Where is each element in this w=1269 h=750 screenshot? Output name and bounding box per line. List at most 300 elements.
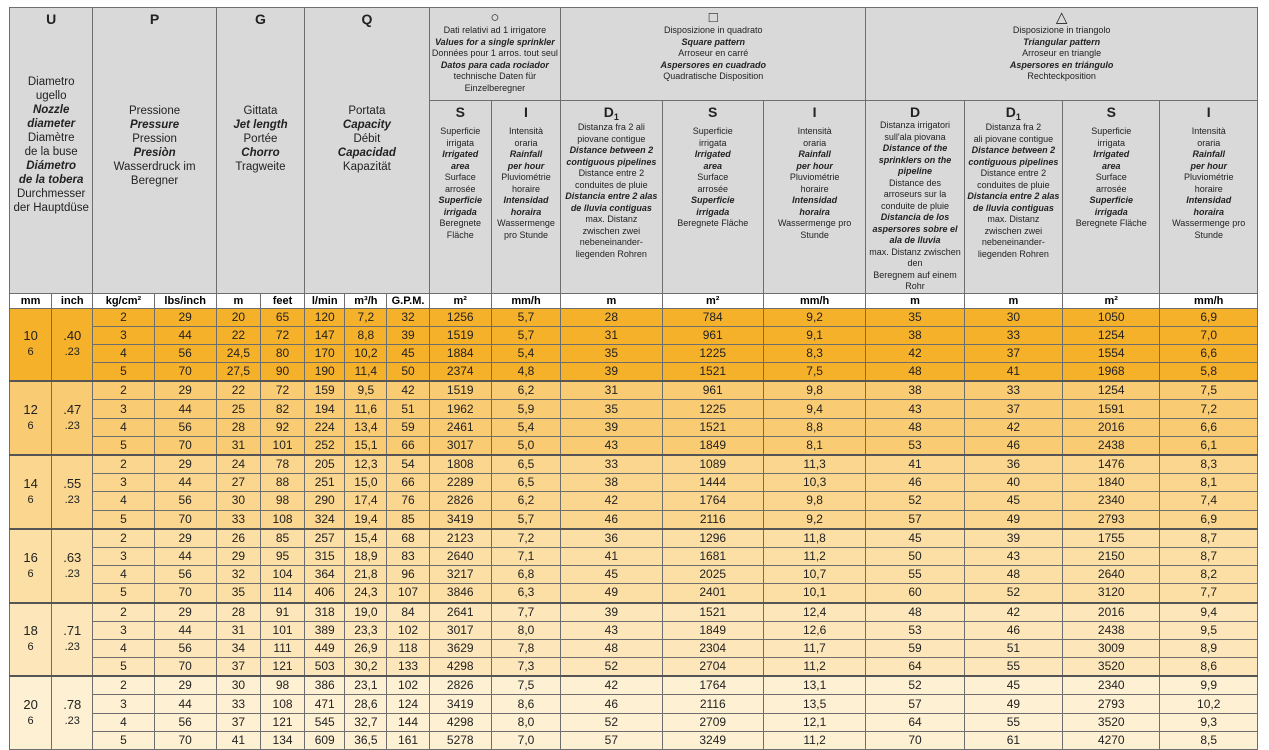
- table-cell: 4270: [1063, 731, 1160, 749]
- header-D1-square: $D_1$ Distanza fra 2 ali piovane contigue Distance between 2 contiguous pipelines Distance entre 2 conduites de pluie Distancia entre 2 alas de lluvia contiguas max. Distanz zwischen zwei nebeneinander- liegenden Rohren: [561, 101, 662, 294]
- table-cell: 66: [387, 474, 429, 492]
- table-cell: 12,1: [763, 713, 865, 731]
- table-cell: 1764: [662, 492, 763, 510]
- nozzle-inch-main: .40: [63, 328, 82, 344]
- table-cell: 12,6: [763, 621, 865, 639]
- table-cell: 8,9: [1160, 639, 1258, 657]
- table-cell: 2704: [662, 658, 763, 677]
- table-cell: 609: [305, 731, 345, 749]
- table-cell: 70: [154, 584, 216, 603]
- header-I2-line: horaira: [799, 206, 830, 217]
- table-cell: 59: [866, 639, 964, 657]
- table-cell: 7,3: [491, 658, 560, 677]
- table-cell: 10,1: [763, 584, 865, 603]
- table-cell: 48: [866, 418, 964, 436]
- table-cell: 44: [154, 400, 216, 418]
- table-cell: 5: [93, 584, 154, 603]
- table-cell: 52: [964, 584, 1062, 603]
- table-cell: 2116: [662, 695, 763, 713]
- table-cell: 13,1: [763, 676, 865, 695]
- header-D-line: max. Distanz zwischen den: [869, 246, 961, 268]
- table-cell: 1089: [662, 455, 763, 474]
- unit-cell: lbs/inch: [154, 293, 216, 308]
- header-S-single: S Superficie irrigata Irrigated area Surface arrosée Superficie irrigada Beregnete Fläche: [429, 101, 491, 294]
- unit-cell: G.P.M.: [387, 293, 429, 308]
- table-cell: 6,5: [491, 455, 560, 474]
- header-P-line: Beregner: [130, 175, 179, 187]
- table-cell: 50: [387, 363, 429, 382]
- table-cell: 9,2: [763, 510, 865, 529]
- table-cell: 84: [387, 603, 429, 622]
- table-cell: 45: [964, 492, 1062, 510]
- table-cell: 2340: [1063, 676, 1160, 695]
- table-cell: 101: [260, 436, 304, 455]
- table-cell: 2: [93, 676, 154, 695]
- header-triangular-pattern: [866, 8, 1258, 101]
- header-single-line: technische Daten für: [453, 71, 537, 81]
- table-cell: 2: [93, 308, 154, 326]
- header-D-line: sull'ala piovana: [884, 131, 946, 142]
- table-cell: 11,4: [345, 363, 387, 382]
- header-D1t-line: zwischen zwei: [984, 225, 1043, 236]
- table-cell: 44: [154, 326, 216, 344]
- header-square-line: Square pattern: [681, 36, 745, 47]
- nozzle-mm-secondary: 6: [27, 641, 34, 654]
- table-cell: 2793: [1063, 695, 1160, 713]
- nozzle-inch-secondary: .23: [64, 715, 80, 728]
- table-cell: 70: [866, 731, 964, 749]
- table-cell: 5: [93, 436, 154, 455]
- header-I3-line: oraria: [1197, 137, 1221, 148]
- header-triangle-line: Triangular pattern: [1023, 36, 1101, 47]
- table-cell: 6,1: [1160, 436, 1258, 455]
- header-I-text: [492, 126, 560, 241]
- table-cell: 49: [561, 584, 662, 603]
- table-cell: 4: [93, 639, 154, 657]
- table-cell: 36: [964, 455, 1062, 474]
- table-cell: 8,3: [1160, 455, 1258, 474]
- nozzle-inch-secondary: .23: [64, 420, 80, 433]
- table-cell: 4: [93, 566, 154, 584]
- table-cell: 38: [866, 326, 964, 344]
- table-cell: 46: [561, 510, 662, 529]
- table-cell: 70: [154, 658, 216, 677]
- table-row: [10, 418, 1258, 436]
- table-cell: 101: [260, 621, 304, 639]
- table-cell: 2: [93, 603, 154, 622]
- table-cell: 53: [866, 436, 964, 455]
- table-row: [10, 547, 1258, 565]
- table-cell: 961: [662, 326, 763, 344]
- table-cell: 315: [305, 547, 345, 565]
- table-cell: 64: [866, 713, 964, 731]
- table-cell: 8,7: [1160, 529, 1258, 548]
- table-cell: 1296: [662, 529, 763, 548]
- table-cell: 35: [866, 308, 964, 326]
- nozzle-inch-main: .55: [63, 475, 82, 491]
- table-cell: 57: [866, 510, 964, 529]
- table-cell: 324: [305, 510, 345, 529]
- table-cell: 1962: [429, 400, 491, 418]
- unit-cell: mm/h: [763, 293, 865, 308]
- table-cell: 104: [260, 566, 304, 584]
- table-row: [10, 621, 1258, 639]
- header-S3-line: Beregnete Fläche: [1075, 218, 1147, 228]
- table-cell: 1808: [429, 455, 491, 474]
- table-cell: 7,2: [491, 529, 560, 548]
- table-cell: 3419: [429, 695, 491, 713]
- table-cell: 30,2: [345, 658, 387, 677]
- table-cell: 38: [866, 381, 964, 400]
- table-cell: 23,3: [345, 621, 387, 639]
- header-S2-line: Irrigated: [694, 149, 731, 159]
- header-D1-line: liegenden Rohren: [575, 248, 647, 259]
- nozzle-mm-cell: [10, 381, 52, 455]
- table-cell: 6,5: [491, 474, 560, 492]
- table-cell: 65: [260, 308, 304, 326]
- table-cell: 2640: [1063, 566, 1160, 584]
- table-cell: 35: [561, 400, 662, 418]
- table-cell: 2: [93, 455, 154, 474]
- table-cell: 44: [154, 621, 216, 639]
- unit-cell: m²: [662, 293, 763, 308]
- header-triangle-text: [866, 25, 1257, 83]
- square-icon: □: [708, 9, 718, 26]
- table-cell: 25: [216, 400, 260, 418]
- header-I3-line: horaira: [1193, 206, 1224, 217]
- table-cell: 1884: [429, 344, 491, 362]
- table-cell: 9,5: [1160, 621, 1258, 639]
- table-cell: 11,8: [763, 529, 865, 548]
- table-cell: 5: [93, 510, 154, 529]
- table-cell: 3629: [429, 639, 491, 657]
- table-cell: 144: [387, 713, 429, 731]
- header-I-line: Pluviométrie: [501, 172, 551, 182]
- nozzle-mm-cell: [10, 308, 52, 381]
- header-U-line: diameter: [27, 118, 76, 130]
- table-cell: 85: [387, 510, 429, 529]
- table-row: [10, 713, 1258, 731]
- header-single-line: Values for a single sprinkler: [435, 36, 555, 47]
- table-row: [10, 658, 1258, 677]
- header-I2-line: horaire: [800, 183, 829, 194]
- table-cell: 32: [387, 308, 429, 326]
- unit-cell: mm/h: [1160, 293, 1258, 308]
- table-cell: 31: [561, 326, 662, 344]
- header-S2-line: Superficie: [692, 126, 733, 136]
- header-S-line: irrigada: [443, 206, 477, 217]
- sprinkler-performance-table: [9, 7, 1258, 750]
- header-I3-line: horaire: [1194, 183, 1223, 194]
- table-cell: 449: [305, 639, 345, 657]
- table-cell: 33: [216, 695, 260, 713]
- table-cell: 83: [387, 547, 429, 565]
- table-cell: 70: [154, 510, 216, 529]
- header-I-line: Rainfall: [509, 149, 543, 159]
- table-cell: 5,8: [1160, 363, 1258, 382]
- nozzle-mm-main: 20: [23, 697, 38, 713]
- header-U-line: Nozzle: [32, 104, 70, 116]
- table-cell: 72: [260, 381, 304, 400]
- table-cell: 3217: [429, 566, 491, 584]
- table-cell: 52: [866, 676, 964, 695]
- triangle-icon: △: [1055, 9, 1068, 26]
- table-row: [10, 695, 1258, 713]
- table-cell: 43: [964, 547, 1062, 565]
- table-cell: 8,5: [1160, 731, 1258, 749]
- table-cell: 29: [154, 308, 216, 326]
- header-S-line: arrosée: [444, 183, 476, 194]
- table-cell: 13,4: [345, 418, 387, 436]
- header-D-line: Distance des: [888, 177, 942, 188]
- units-row: [10, 293, 1258, 308]
- table-cell: 44: [154, 547, 216, 565]
- table-cell: 29: [154, 381, 216, 400]
- header-I-line: horaira: [510, 206, 542, 217]
- table-cell: 28: [561, 308, 662, 326]
- table-cell: 7,5: [1160, 381, 1258, 400]
- nozzle-mm-main: 14: [23, 475, 38, 491]
- table-cell: 22: [216, 326, 260, 344]
- table-cell: 3520: [1063, 713, 1160, 731]
- unit-cell: mm/h: [491, 293, 560, 308]
- table-cell: 29: [216, 547, 260, 565]
- nozzle-mm-cell: [10, 529, 52, 603]
- header-Q-line: Capacity: [342, 119, 391, 131]
- table-cell: 33: [964, 326, 1062, 344]
- table-cell: 12,4: [763, 603, 865, 622]
- nozzle-inch-secondary: .23: [64, 641, 80, 654]
- table-cell: 3846: [429, 584, 491, 603]
- header-D-line: Distanza irrigatori: [879, 120, 951, 130]
- header-P-line: Pressure: [129, 119, 180, 131]
- unit-cell: m³/h: [345, 293, 387, 308]
- table-row: [10, 603, 1258, 622]
- table-cell: 1519: [429, 381, 491, 400]
- table-cell: 40: [964, 474, 1062, 492]
- nozzle-inch-secondary: .23: [64, 346, 80, 359]
- table-cell: 42: [964, 418, 1062, 436]
- table-cell: 39: [561, 418, 662, 436]
- table-cell: 55: [964, 713, 1062, 731]
- table-cell: 4: [93, 492, 154, 510]
- table-cell: 251: [305, 474, 345, 492]
- header-I-line: Intensidad: [503, 195, 549, 205]
- header-I2-line: Intensidad: [792, 195, 838, 205]
- header-I3-line: Pluviométrie: [1183, 172, 1234, 182]
- table-cell: 48: [561, 639, 662, 657]
- nozzle-mm-secondary: 6: [27, 346, 34, 359]
- header-D-line: ala de lluvia: [889, 235, 941, 245]
- table-cell: 31: [561, 381, 662, 400]
- header-D1t-text: [965, 122, 1062, 260]
- table-cell: 3520: [1063, 658, 1160, 677]
- table-cell: 8,1: [763, 436, 865, 455]
- table-cell: 45: [561, 566, 662, 584]
- header-U-text: [10, 75, 92, 215]
- header-U-line: der Hauptdüse: [13, 202, 89, 214]
- table-cell: 4,8: [491, 363, 560, 382]
- table-cell: 1554: [1063, 344, 1160, 362]
- table-cell: 53: [866, 621, 964, 639]
- circle-icon: ○: [490, 9, 500, 26]
- header-I2-line: per hour: [796, 160, 833, 171]
- nozzle-inch-cell: [52, 455, 93, 529]
- table-cell: 5,4: [491, 418, 560, 436]
- table-cell: 38: [561, 474, 662, 492]
- header-D-line: pipeline: [897, 166, 932, 176]
- table-cell: 98: [260, 676, 304, 695]
- table-cell: 72: [260, 326, 304, 344]
- table-cell: 8,1: [1160, 474, 1258, 492]
- nozzle-mm-secondary: 6: [27, 715, 34, 728]
- table-cell: 48: [964, 566, 1062, 584]
- header-triangle-line: Rechteckposition: [1027, 71, 1096, 81]
- table-cell: 28: [216, 603, 260, 622]
- table-cell: 32: [216, 566, 260, 584]
- table-cell: 11,6: [345, 400, 387, 418]
- table-cell: 42: [561, 492, 662, 510]
- header-I2-line: Pluviométrie: [789, 172, 840, 182]
- header-I-line: Intensità: [508, 126, 544, 136]
- table-cell: 42: [387, 381, 429, 400]
- table-cell: 3249: [662, 731, 763, 749]
- table-cell: 91: [260, 603, 304, 622]
- header-I3-line: Intensità: [1191, 126, 1226, 136]
- table-cell: 2116: [662, 510, 763, 529]
- table-cell: 503: [305, 658, 345, 677]
- nozzle-mm-main: 12: [23, 402, 38, 418]
- header-P-line: Wasserdruck im: [113, 161, 196, 173]
- table-cell: 24,3: [345, 584, 387, 603]
- table-cell: 5,7: [491, 326, 560, 344]
- table-cell: 33: [561, 455, 662, 474]
- header-I3-line: per hour: [1190, 160, 1227, 171]
- table-cell: 406: [305, 584, 345, 603]
- header-D1-line: Distance entre 2: [578, 168, 645, 178]
- header-D1t-line: liegenden Rohren: [977, 248, 1049, 259]
- table-cell: 9,1: [763, 326, 865, 344]
- header-D-triangle: D Distanza irrigatori sull'ala piovana Distance of the sprinklers on the pipeline Distance des arroseurs sur la conduite de pluie Distancia de los aspersores sobre el ala de lluvia max. Distanz zwischen den Beregnem auf einem Rohr: [866, 101, 964, 294]
- header-S3-line: irrigata: [1097, 137, 1125, 148]
- table-cell: 1444: [662, 474, 763, 492]
- table-cell: 13,5: [763, 695, 865, 713]
- header-single-line: Datos para cada rociador: [440, 59, 549, 70]
- table-cell: 7,7: [1160, 584, 1258, 603]
- table-cell: 33: [216, 510, 260, 529]
- table-cell: 4298: [429, 713, 491, 731]
- table-cell: 15,1: [345, 436, 387, 455]
- table-cell: 9,9: [1160, 676, 1258, 695]
- header-D1-line: max. Distanz: [585, 214, 638, 224]
- table-cell: 35: [561, 344, 662, 362]
- table-cell: 24,5: [216, 344, 260, 362]
- unit-cell: mm: [10, 293, 52, 308]
- table-cell: 4: [93, 344, 154, 362]
- header-I2-line: Intensità: [797, 126, 832, 136]
- header-S2-line: area: [703, 160, 722, 171]
- header-square-line: Quadratische Disposition: [663, 71, 764, 81]
- table-row: [10, 436, 1258, 455]
- header-single-line: Dati relativi ad 1 irrigatore: [443, 25, 547, 35]
- header-single-line: Einzelberegner: [464, 82, 526, 93]
- table-cell: 8,2: [1160, 566, 1258, 584]
- table-cell: 5,9: [491, 400, 560, 418]
- table-cell: 2: [93, 529, 154, 548]
- header-Q-line: Portata: [348, 105, 386, 117]
- table-cell: 82: [260, 400, 304, 418]
- table-cell: 24: [216, 455, 260, 474]
- header-S-text: [430, 126, 491, 241]
- table-cell: 1755: [1063, 529, 1160, 548]
- table-cell: 1476: [1063, 455, 1160, 474]
- nozzle-mm-main: 18: [23, 623, 38, 639]
- nozzle-mm-cell: [10, 603, 52, 677]
- table-cell: 1764: [662, 676, 763, 695]
- header-D1-line: nebeneinander-: [579, 237, 643, 247]
- table-cell: 37: [216, 713, 260, 731]
- header-D1t-line: Distance entre 2: [980, 168, 1047, 178]
- unit-cell: kg/cm²: [93, 293, 154, 308]
- table-cell: 70: [154, 731, 216, 749]
- table-cell: 52: [561, 658, 662, 677]
- table-cell: 37: [964, 400, 1062, 418]
- table-cell: 8,3: [763, 344, 865, 362]
- header-D1-line: conduites de pluie: [575, 179, 648, 190]
- header-D-line: aspersores sobre el: [872, 223, 958, 234]
- table-cell: 290: [305, 492, 345, 510]
- unit-cell: m²: [429, 293, 491, 308]
- table-row: [10, 474, 1258, 492]
- header-triangle-line: Disposizione in triangolo: [1012, 25, 1111, 35]
- header-D1-line: Distancia entre 2 alas: [565, 191, 658, 201]
- table-cell: 108: [260, 510, 304, 529]
- table-cell: 11,2: [763, 547, 865, 565]
- table-cell: 70: [154, 436, 216, 455]
- table-cell: 1521: [662, 418, 763, 436]
- table-cell: 4: [93, 418, 154, 436]
- table-cell: 44: [154, 474, 216, 492]
- table-cell: 8,8: [345, 326, 387, 344]
- table-cell: 3017: [429, 621, 491, 639]
- header-S2-line: irrigata: [698, 137, 727, 148]
- table-cell: 70: [154, 363, 216, 382]
- table-cell: 59: [387, 418, 429, 436]
- nozzle-inch-main: .63: [63, 549, 82, 565]
- header-I3-text: [1160, 126, 1257, 241]
- header-I2-text: [764, 126, 865, 241]
- nozzle-mm-main: 10: [23, 328, 38, 344]
- table-cell: 6,2: [491, 492, 560, 510]
- table-cell: 2150: [1063, 547, 1160, 565]
- header-D-line: arroseurs sur la: [883, 189, 947, 199]
- table-cell: 108: [260, 695, 304, 713]
- table-cell: 3419: [429, 510, 491, 529]
- table-cell: 66: [387, 436, 429, 455]
- table-cell: 22: [216, 381, 260, 400]
- table-cell: 194: [305, 400, 345, 418]
- header-U-line: Diametro: [27, 76, 75, 88]
- header-S2-line: arrosée: [697, 183, 728, 194]
- table-cell: 7,0: [491, 731, 560, 749]
- table-cell: 7,7: [491, 603, 560, 622]
- table-cell: 88: [260, 474, 304, 492]
- header-S-line: Superficie: [438, 195, 482, 205]
- table-cell: 1849: [662, 621, 763, 639]
- table-cell: 4298: [429, 658, 491, 677]
- table-cell: 1681: [662, 547, 763, 565]
- table-cell: 41: [216, 731, 260, 749]
